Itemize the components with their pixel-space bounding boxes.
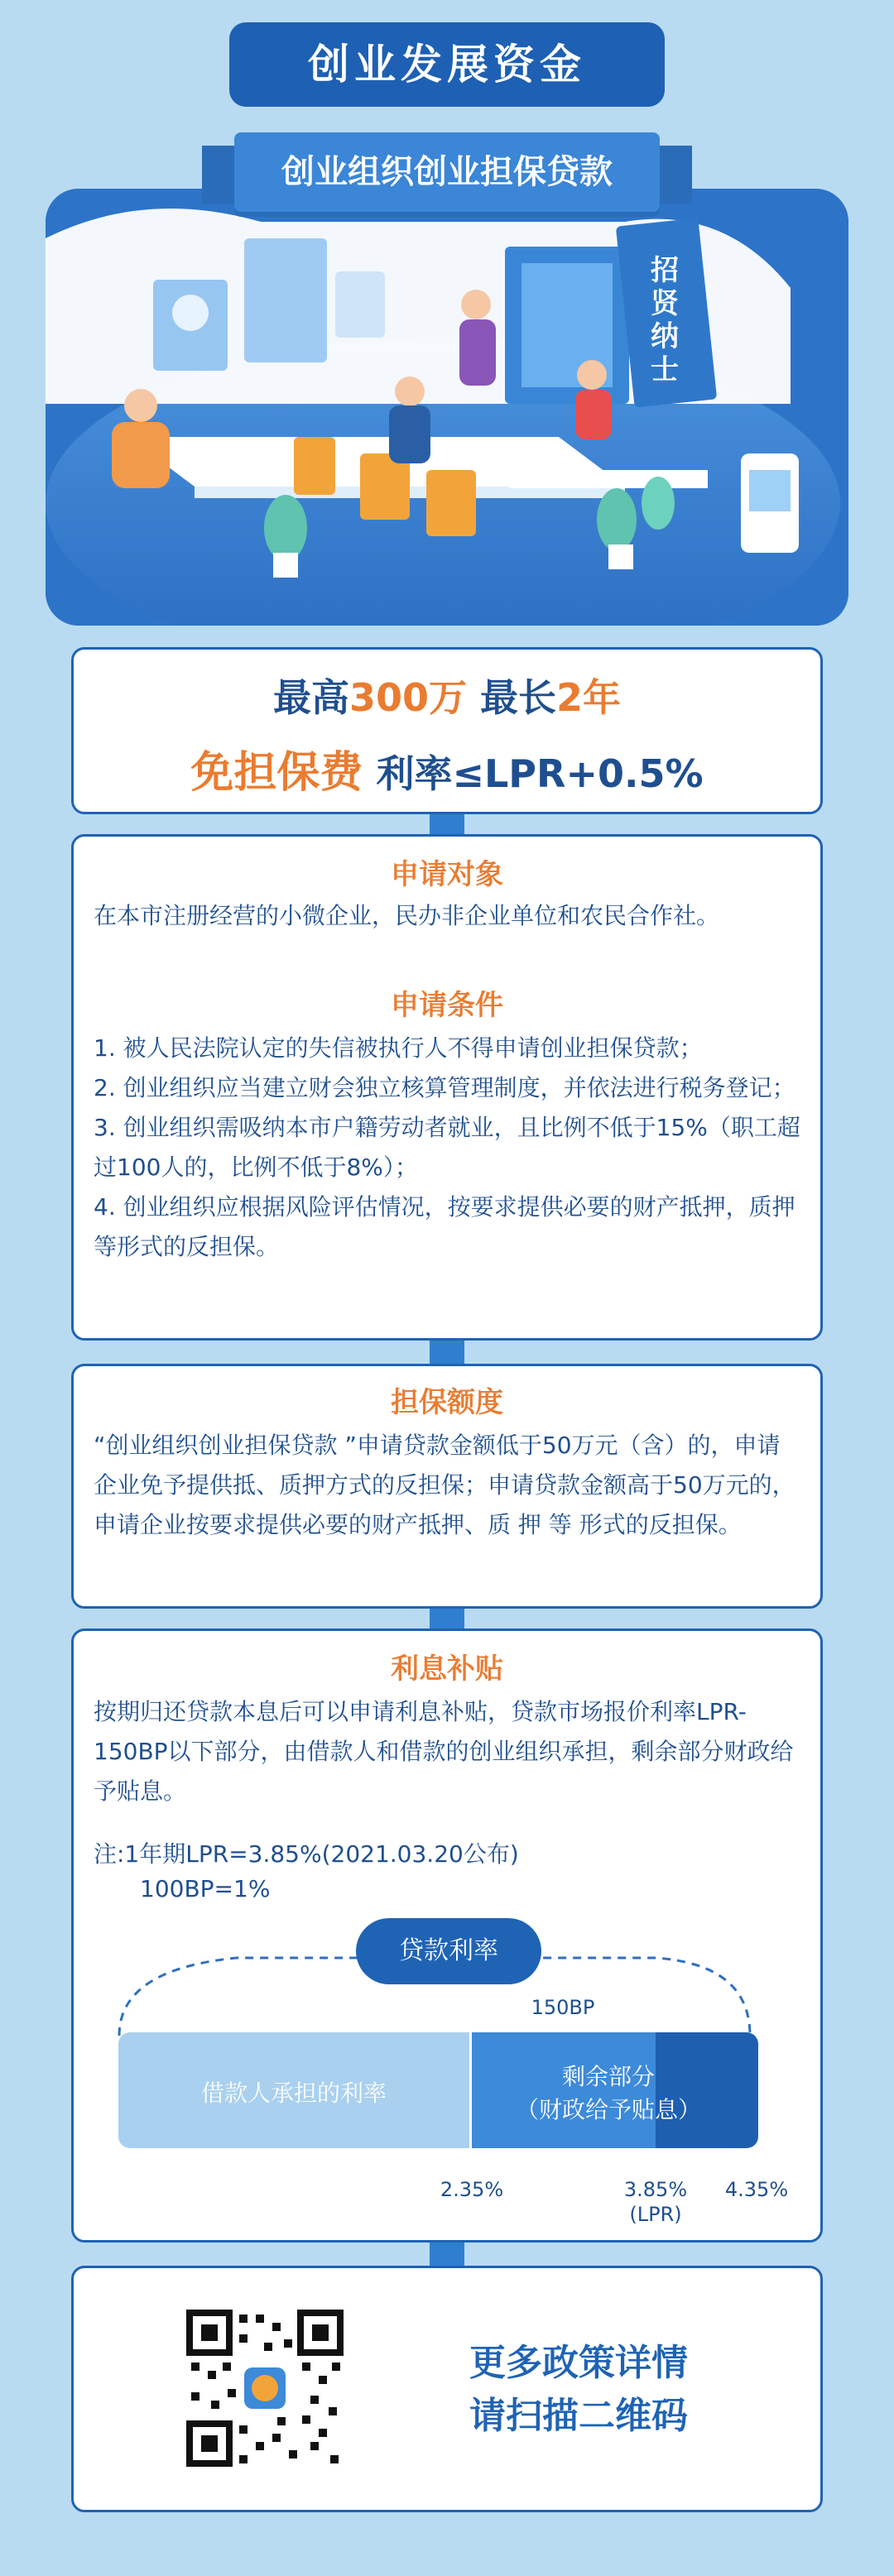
highlight-card: [71, 647, 823, 814]
guarantee-card: [71, 1364, 823, 1609]
list-item: 1. 被人民法院认定的失信被执行人不得申请创业担保贷款；: [94, 1034, 703, 1062]
conditions-title: 申请条件: [391, 989, 503, 1022]
highlight-max-amount: 300万: [348, 675, 467, 720]
conditions-list: [94, 1029, 800, 1267]
tick-4-35: 4.35%: [724, 2178, 789, 2201]
guarantee-text: “创业组织创业担保贷款 ”申请贷款金额低于50万元（含）的，申请企业免予提供抵、质押方式的反担保；申请贷款金额高于50万元的，申请企业按要求提供必要的财产抵押、质 押 等 形式的反担保。: [94, 1432, 795, 1538]
tick-lpr: (LPR): [629, 2203, 682, 2226]
footer-line-2: 请扫描二维码: [469, 2395, 688, 2437]
office-scene-illustration: [46, 189, 848, 626]
highlight-rate: 利率≤LPR+0.5%: [376, 751, 704, 796]
sign-text: 招贤纳士: [651, 254, 679, 386]
remaining-rate-label: 剩余部分: [561, 2063, 655, 2090]
highlight-max-label: 最高: [272, 675, 349, 720]
highlight-term-value: 2年: [556, 675, 622, 720]
subsidy-title: 利息补贴: [391, 1653, 503, 1686]
highlight-free-fee: 免担保费: [190, 748, 363, 798]
hero-illustration: [46, 189, 848, 626]
eligibility-title: 申请对象: [391, 858, 503, 891]
bp-label: 150BP: [531, 1996, 595, 2019]
connector: [430, 2241, 464, 2266]
highlight-line-1: [74, 668, 820, 722]
list-item: 4. 创业组织应根据风险评估情况，按要求提供必要的财产抵押，质押等形式的反担保。: [94, 1193, 795, 1260]
subsidy-text: 按期归还贷款本息后可以申请利息补贴，贷款市场报价利率LPR-150BP以下部分，由借款人和借款的创业组织承担，剩余部分财政给予贴息。: [94, 1698, 794, 1805]
guarantee-title: 担保额度: [391, 1386, 503, 1419]
highlight-term-label: 最长: [480, 675, 557, 720]
borrower-rate-label: 借款人承担的利率: [200, 2080, 387, 2107]
qr-code-icon[interactable]: [186, 2310, 344, 2467]
connector: [430, 1338, 464, 1366]
footer-line-1: 更多政策详情: [469, 2342, 688, 2384]
tick-3-85: 3.85%: [623, 2178, 688, 2201]
eligibility-card: [71, 834, 823, 1341]
list-item: 2. 创业组织应当建立财会独立核算管理制度，并依法进行税务登记；: [94, 1074, 795, 1101]
highlight-line-2: [74, 737, 820, 799]
subsidy-note-bp: 100BP=1%: [140, 1875, 271, 1902]
rate-label-badge: 贷款利率: [356, 1918, 541, 1984]
tick-2-35: 2.35%: [440, 2178, 504, 2201]
subsidy-note-lpr: 注:1年期LPR=3.85%(2021.03.20公布): [94, 1840, 519, 1868]
footer-card: [71, 2266, 823, 2512]
eligibility-text: 在本市注册经营的小微企业，民办非企业单位和农民合作社。: [94, 902, 720, 929]
page-subtitle-ribbon: 创业组织创业担保贷款: [234, 132, 660, 212]
remaining-rate-sublabel: （财政给予贴息）: [515, 2096, 701, 2123]
page-title: 创业发展资金: [229, 22, 665, 107]
list-item: 3. 创业组织需吸纳本市户籍劳动者就业，且比例不低于15%（职工超过100人的，比例不低于8%）；: [94, 1114, 800, 1181]
